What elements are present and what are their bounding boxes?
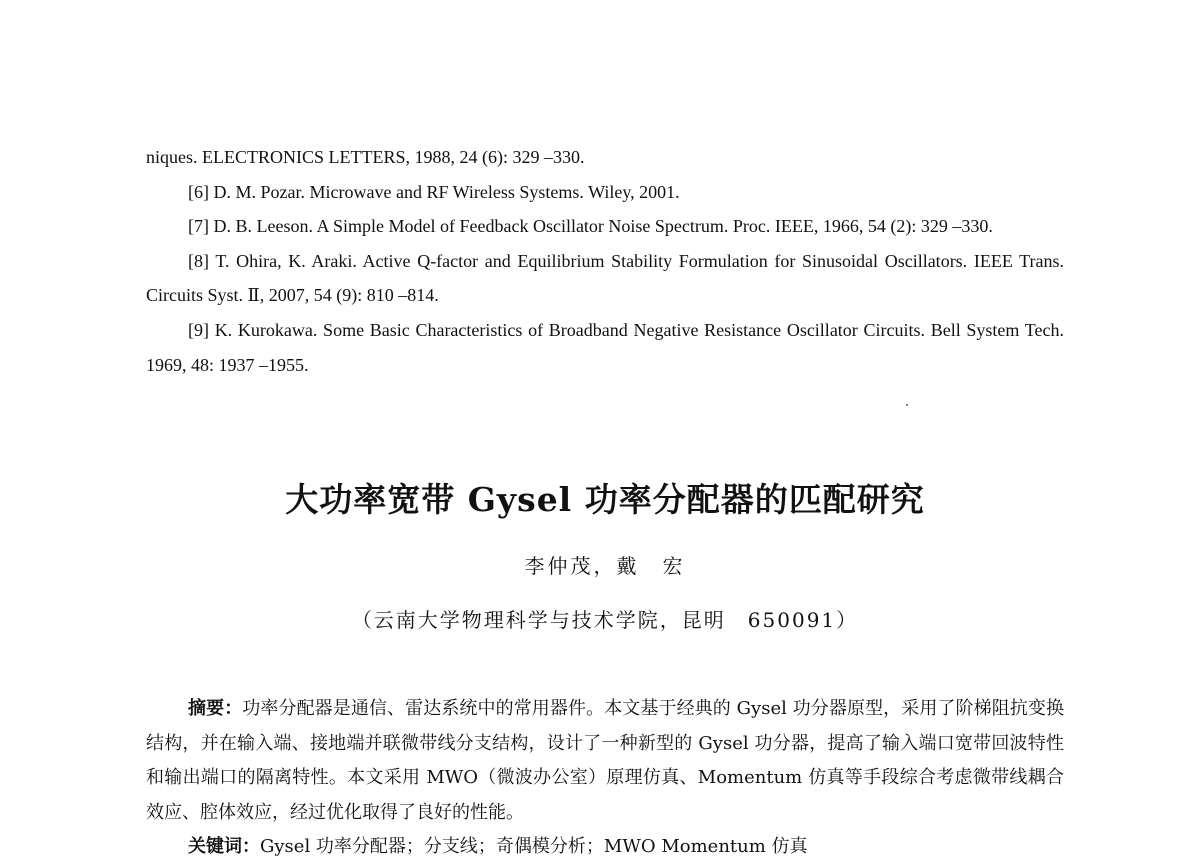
reference-item-8: [8] T. Ohira, K. Araki. Active Q-factor and Equilibrium Stability Formulation for Sinusoidal Oscillators. IEEE Trans. Circuits Syst. Ⅱ, 2007, 54 (9): 810 –814. [146,250,1064,306]
reference-item-9: [9] K. Kurokawa. Some Basic Characteristics of Broadband Negative Resistance Oscillator Circuits. Bell System Tech. 1969, 48: 1937 –1955. [146,319,1064,375]
keywords-text: Gysel 功率分配器；分支线；奇偶模分析；MWO Momentum 仿真 [260,836,808,857]
abstract-paragraph [146,692,1064,830]
abstract-text: 功率分配器是通信、雷达系统中的常用器件。本文基于经典的 Gysel 功分器原型，采用了阶梯阻抗变换结构，并在输入端、接地端并联微带线分支结构，设计了一种新型的 Gysel 功分器，提高了输入端口宽带回波特性和输出端口的隔离特性。本文采用 MWO（微波办公室）原理仿真、Momentum 仿真等手段综合考虑微带线耦合效应、腔体效应，经过优化取得了良好的性能。 [146,698,1065,823]
reference-list [146,140,1064,382]
scan-speck [906,404,908,406]
article-authors: 李仲茂，戴 宏 [524,554,686,578]
keywords-label: 关键词： [188,836,260,857]
article-affiliation: （云南大学物理科学与技术学院，昆明 650091） [351,608,859,632]
keywords-line [188,830,1064,864]
reference-item-7: [7] D. B. Leeson. A Simple Model of Feedback Oscillator Noise Spectrum. Proc. IEEE, 1966, 54 (2): 329 –330. [188,216,993,237]
abstract-label: 摘要： [188,698,243,719]
reference-item-6: [6] D. M. Pozar. Microwave and RF Wireless Systems. Wiley, 2001. [188,181,680,202]
article-title: 大功率宽带 Gysel 功率分配器的匹配研究 [285,480,925,519]
reference-continuation: niques. ELECTRONICS LETTERS, 1988, 24 (6): 329 –330. [146,147,585,167]
